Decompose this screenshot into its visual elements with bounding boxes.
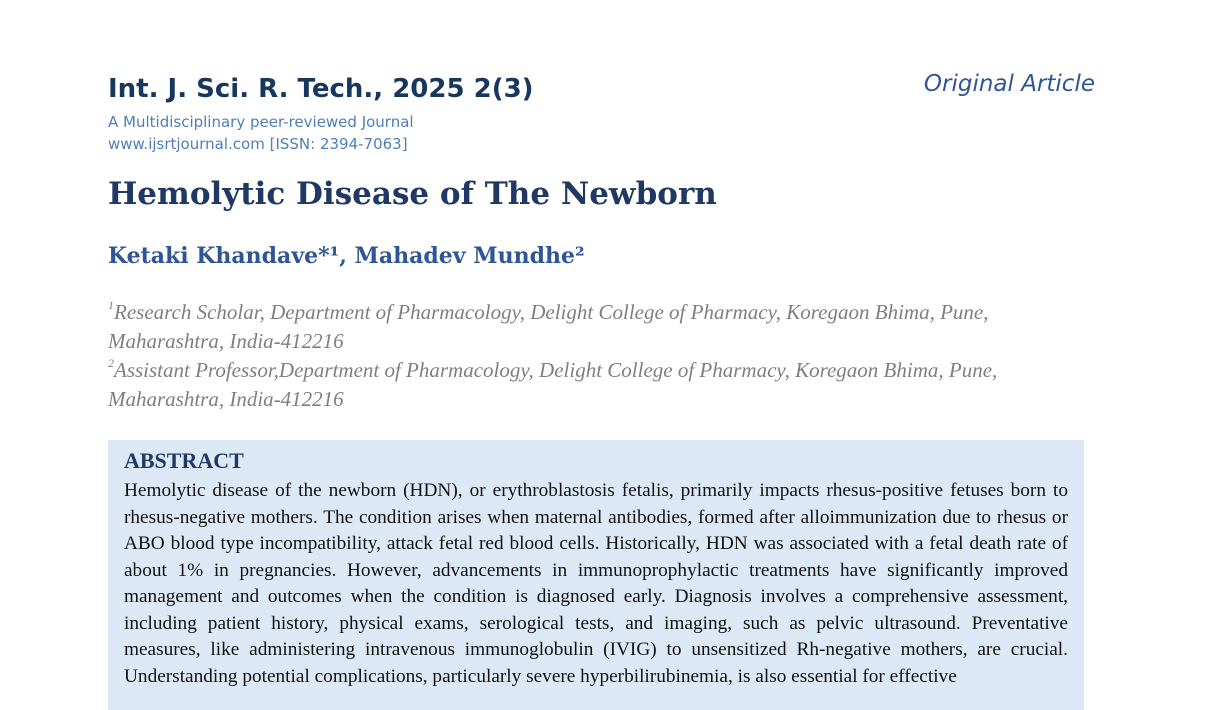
affiliation-2-text: Assistant Professor,Department of Pharmacology, Delight College of Pharmacy, Koregaon Bhima, Pune, xyxy=(114,358,998,382)
affiliation-2-line-2: Maharashtra, India-412216 xyxy=(108,387,344,411)
affiliations xyxy=(108,298,1068,414)
authors: Ketaki Khandave*¹, Mahadev Mundhe² xyxy=(108,243,585,269)
affiliation-1-text: Research Scholar, Department of Pharmacology, Delight College of Pharmacy, Koregaon Bhima, Pune, xyxy=(114,300,989,324)
affiliation-1-line-1 xyxy=(108,298,1068,327)
article-type: Original Article xyxy=(923,71,1095,97)
paper-title: Hemolytic Disease of The Newborn xyxy=(108,176,717,212)
affiliation-1-line-2: Maharashtra, India-412216 xyxy=(108,329,344,353)
affiliation-2-marker: 2 xyxy=(108,356,114,370)
abstract-heading: ABSTRACT xyxy=(124,448,244,473)
affiliation-1-marker: 1 xyxy=(108,298,114,312)
journal-url-issn: www.ijsrtjournal.com [ISSN: 2394-7063] xyxy=(108,135,408,153)
journal-subtitle: A Multidisciplinary peer-reviewed Journal xyxy=(108,113,414,131)
affiliation-2-line-1 xyxy=(108,356,1068,385)
abstract-text: Hemolytic disease of the newborn (HDN), or erythroblastosis fetalis, primarily impacts rhesus-positive fetuses born to rhesus-negative mothers. The condition arises when maternal antibodies, formed after alloimmunization due to rhesus or ABO blood type incompatibility, attack fetal red blood cells. Historically, HDN was associated with a fetal death rate of about 1% in pregnancies. However, advancements in immunoprophylactic treatments have significantly improved management and outcomes when the condition is diagnosed early. Diagnosis involves a comprehensive assessment, including patient history, physical exams, serological tests, and imaging, such as pelvic ultrasound. Preventative measures, like administering intravenous immunoglobulin (IVIG) to unsensitized Rh-negative mothers, are crucial. Understanding potential complications, particularly severe hyperbilirubinemia, is also essential for effective xyxy=(124,480,1068,687)
journal-title: Int. J. Sci. R. Tech., 2025 2(3) xyxy=(108,74,534,104)
abstract-box xyxy=(108,440,1084,710)
